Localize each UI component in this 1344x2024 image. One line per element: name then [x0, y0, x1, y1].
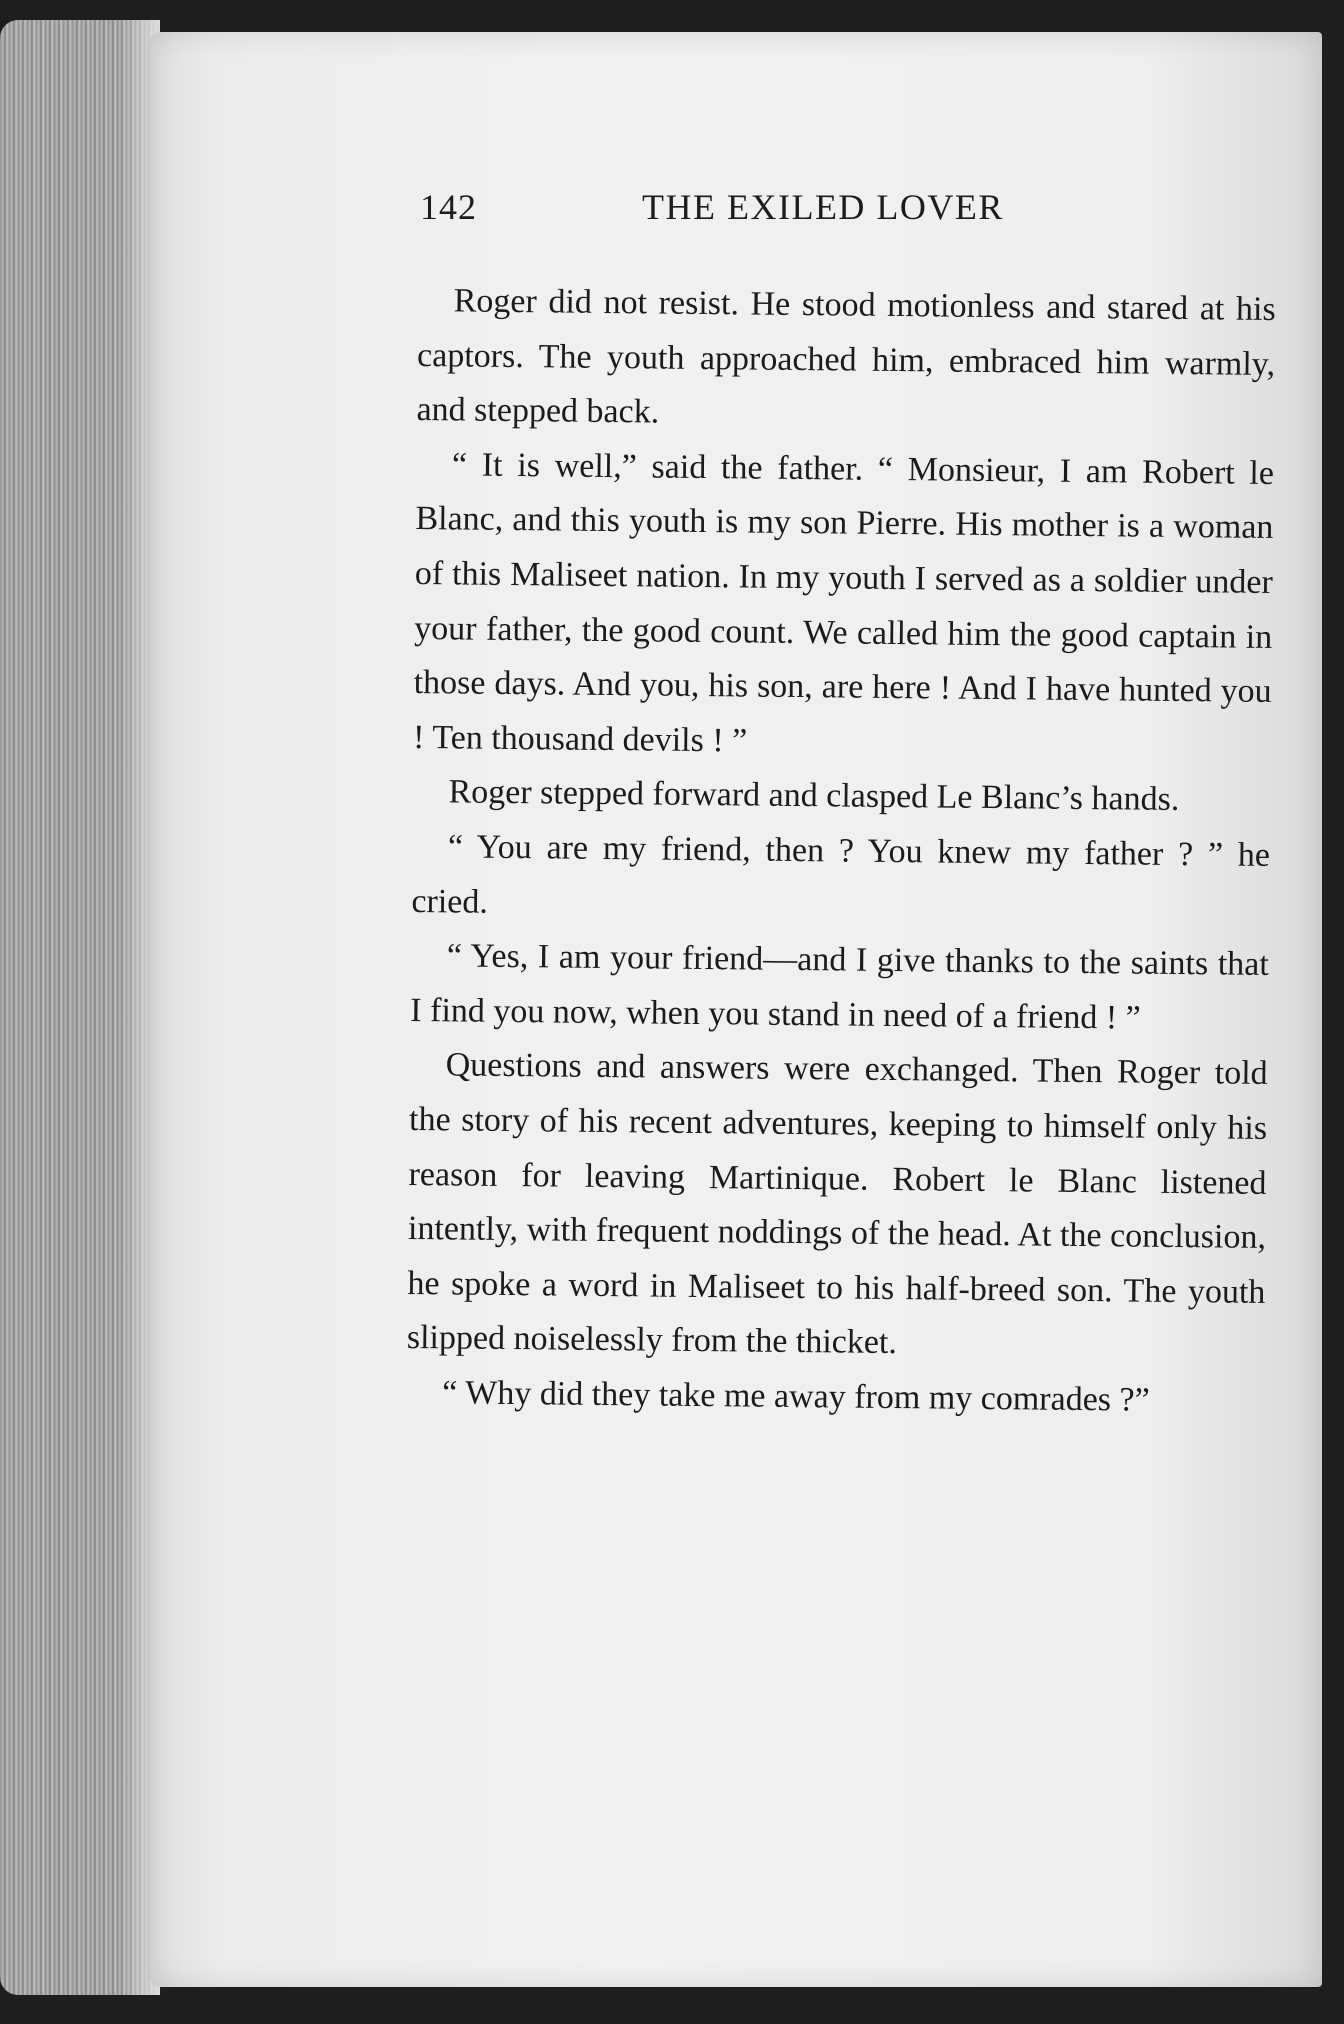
paragraph-5: “ Yes, I am your friend—and I give thanks to the saints that I find you now, when you stand in need of a friend ! ” [410, 937, 1270, 1037]
paragraph-3: Roger stepped forward and clasped Le Blanc’s hands. [448, 773, 1180, 819]
running-title: THE EXILED LOVER [642, 187, 1004, 227]
book-page-edges [0, 20, 160, 1995]
body-text [406, 274, 1276, 1429]
paragraph-4: “ You are my friend, then ? You knew my father ? ” he cried. [411, 828, 1271, 921]
page-number: 142 [420, 187, 477, 227]
paragraph-6: Questions and answers were exchanged. Then Roger told the story of his recent adventures, keeping to himself only his reason for leaving Martinique. Robert le Blanc listened intently, with frequent noddings of the head. At the conclusion, he spoke a word in Maliseet to his half-breed son. The youth slipped noiselessly from the thicket. [406, 1046, 1268, 1362]
paragraph-7: “ Why did they take me away from my comrades ?” [442, 1374, 1150, 1419]
paragraph-2: “ It is well,” said the father. “ Monsieur, I am Robert le Blanc, and this youth is my son Pierre. His mother is a woman of this Maliseet nation. In my youth I served as a soldier under your father, the good count. We called him the good captain in those days. And you, his son, are here ! And I have hunted you ! Ten thousand devils ! ” [412, 446, 1275, 760]
paragraph-1: Roger did not resist. He stood motionless and stared at his captors. The youth approached him, embraced him warmly, and stepped back. [416, 282, 1276, 431]
running-head [420, 186, 1060, 236]
